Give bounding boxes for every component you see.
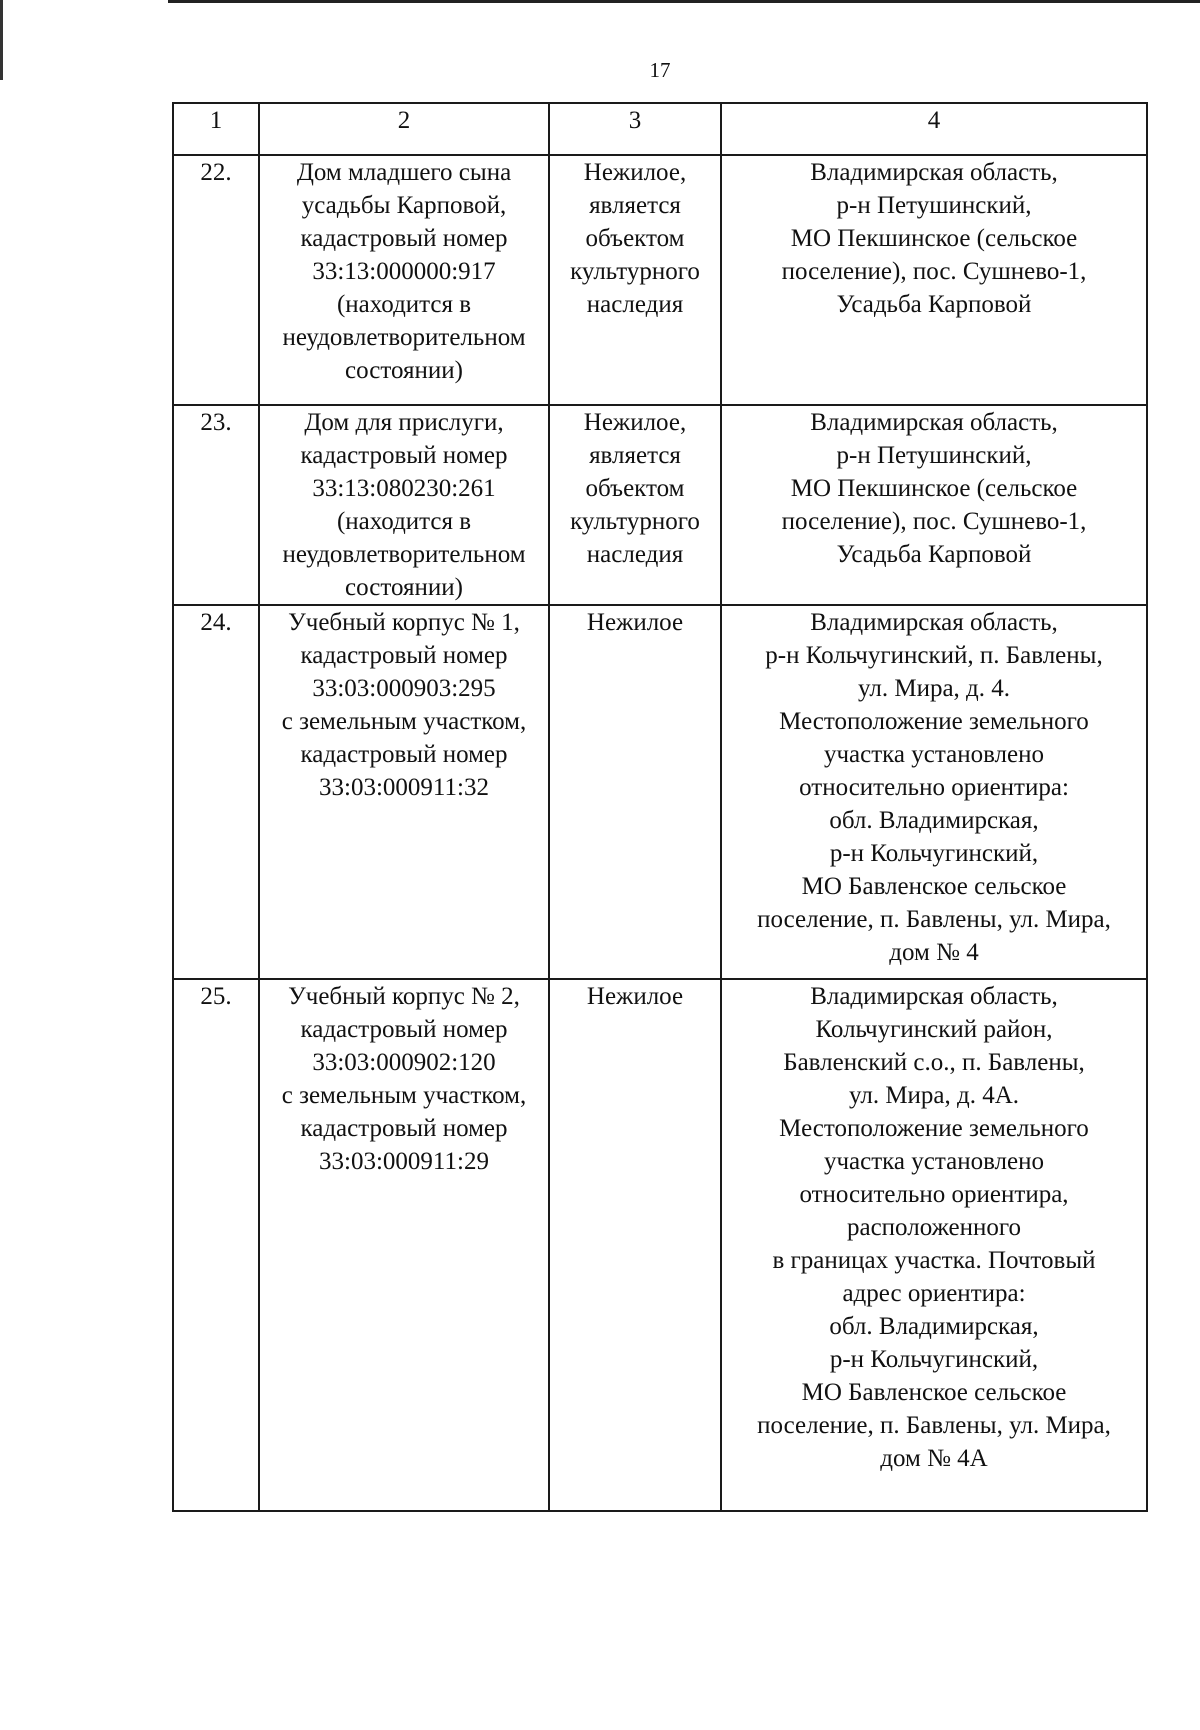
table-row	[173, 155, 1147, 405]
object-description-cell	[259, 979, 549, 1511]
cell-text-line: р-н Петушинский,	[836, 192, 1032, 219]
cell-text-line: 33:03:000902:120	[312, 1049, 496, 1076]
table-row	[173, 405, 1147, 605]
cell-text-line: участка установлено	[823, 741, 1045, 768]
object-type-cell	[549, 979, 721, 1511]
row-number-cell: 22.	[173, 155, 259, 405]
cell-text-line: ул. Мира, д. 4А.	[848, 1082, 1020, 1109]
object-type-cell	[549, 405, 721, 605]
row-number-cell: 24.	[173, 605, 259, 979]
cell-text-line: Учебный корпус № 1,	[288, 609, 520, 636]
cell-text-line: 33:03:000903:295	[312, 675, 496, 702]
header-cell-2: 2	[259, 103, 549, 155]
cell-text-line: обл. Владимирская,	[829, 1313, 1039, 1340]
cell-text-line: Владимирская область,	[810, 609, 1058, 636]
row-number-cell: 25.	[173, 979, 259, 1511]
cell-text-line: поселение), пос. Сушнево-1,	[781, 508, 1087, 535]
header-cell-3: 3	[549, 103, 721, 155]
cell-text-line: Местоположение земельного	[779, 1115, 1089, 1142]
cell-text-line: Владимирская область,	[810, 983, 1058, 1010]
cell-text-line: МО Бавленское сельское	[801, 1379, 1067, 1406]
cell-text-line: состоянии)	[345, 574, 463, 601]
page-number: 17	[649, 58, 671, 82]
cell-text-line: адрес ориентира:	[842, 1280, 1026, 1307]
cell-text-line: кадастровый номер	[300, 642, 508, 669]
object-description-cell	[259, 155, 549, 405]
cell-text-line: Нежилое,	[583, 409, 687, 436]
cell-text-line: культурного	[570, 508, 700, 535]
cell-text-line: Владимирская область,	[810, 409, 1058, 436]
object-description-cell	[259, 405, 549, 605]
cell-text-line: кадастровый номер	[300, 741, 508, 768]
cell-text-line: объектом	[585, 225, 685, 252]
address-cell	[721, 979, 1147, 1511]
cell-text-line: Владимирская область,	[810, 159, 1058, 186]
cell-text-line: кадастровый номер	[300, 442, 508, 469]
cell-text-line: Учебный корпус № 2,	[288, 983, 520, 1010]
object-type-cell	[549, 605, 721, 979]
cell-text-line: Нежилое	[586, 983, 684, 1010]
object-description-cell	[259, 605, 549, 979]
cell-text-line: МО Пекшинское (сельское	[790, 475, 1078, 502]
cell-text-line: в границах участка. Почтовый	[772, 1247, 1096, 1274]
cell-text-line: Местоположение земельного	[779, 708, 1089, 735]
cell-text-line: обл. Владимирская,	[829, 807, 1039, 834]
header-cell-1: 1	[173, 103, 259, 155]
cell-text-line: с земельным участком,	[281, 708, 527, 735]
cell-text-line: относительно ориентира,	[799, 1181, 1069, 1208]
cell-text-line: Кольчугинский район,	[815, 1016, 1053, 1043]
cell-text-line: дом № 4А	[880, 1445, 988, 1472]
property-table	[172, 102, 1148, 1512]
cell-text-line: р-н Кольчугинский,	[829, 1346, 1039, 1373]
cell-text-line: поселение, п. Бавлены, ул. Мира,	[757, 906, 1111, 933]
cell-text-line: р-н Кольчугинский, п. Бавлены,	[765, 642, 1103, 669]
cell-text-line: поселение), пос. Сушнево-1,	[781, 258, 1087, 285]
cell-text-line: культурного	[570, 258, 700, 285]
cell-text-line: Нежилое	[586, 609, 684, 636]
address-cell	[721, 605, 1147, 979]
cell-text-line: наследия	[586, 541, 684, 568]
cell-text-line: дом № 4	[889, 939, 979, 966]
cell-text-line: неудовлетворительном	[282, 324, 526, 351]
cell-text-line: объектом	[585, 475, 685, 502]
cell-text-line: Дом младшего сына	[296, 159, 512, 186]
cell-text-line: усадьбы Карповой,	[301, 192, 507, 219]
table-header-row	[173, 103, 1147, 155]
cell-text-line: поселение, п. Бавлены, ул. Мира,	[757, 1412, 1111, 1439]
cell-text-line: р-н Кольчугинский,	[829, 840, 1039, 867]
cell-text-line: относительно ориентира:	[799, 774, 1069, 801]
cell-text-line: неудовлетворительном	[282, 541, 526, 568]
address-cell	[721, 155, 1147, 405]
cell-text-line: с земельным участком,	[281, 1082, 527, 1109]
scan-top-edge	[168, 0, 1200, 3]
cell-text-line: Бавленский с.о., п. Бавлены,	[783, 1049, 1085, 1076]
table-row	[173, 605, 1147, 979]
cell-text-line: является	[589, 192, 681, 219]
cell-text-line: (находится в	[336, 508, 472, 535]
cell-text-line: 33:03:000911:32	[319, 774, 489, 801]
cell-text-line: р-н Петушинский,	[836, 442, 1032, 469]
cell-text-line: Усадьба Карповой	[836, 291, 1032, 318]
cell-text-line: ул. Мира, д. 4.	[857, 675, 1011, 702]
cell-text-line: кадастровый номер	[300, 1115, 508, 1142]
cell-text-line: является	[589, 442, 681, 469]
cell-text-line: кадастровый номер	[300, 225, 508, 252]
header-cell-4: 4	[721, 103, 1147, 155]
cell-text-line: наследия	[586, 291, 684, 318]
cell-text-line: МО Пекшинское (сельское	[790, 225, 1078, 252]
cell-text-line: 33:03:000911:29	[319, 1148, 489, 1175]
cell-text-line: (находится в	[336, 291, 472, 318]
cell-text-line: МО Бавленское сельское	[801, 873, 1067, 900]
cell-text-line: кадастровый номер	[300, 1016, 508, 1043]
cell-text-line: расположенного	[846, 1214, 1022, 1241]
cell-text-line: 33:13:080230:261	[312, 475, 496, 502]
cell-text-line: Усадьба Карповой	[836, 541, 1032, 568]
cell-text-line: Нежилое,	[583, 159, 687, 186]
row-number-cell: 23.	[173, 405, 259, 605]
cell-text-line: 33:13:000000:917	[312, 258, 496, 285]
address-cell	[721, 405, 1147, 605]
cell-text-line: Дом для прислуги,	[304, 409, 504, 436]
cell-text-line: участка установлено	[823, 1148, 1045, 1175]
cell-text-line: состоянии)	[345, 357, 463, 384]
table-row	[173, 979, 1147, 1511]
object-type-cell	[549, 155, 721, 405]
